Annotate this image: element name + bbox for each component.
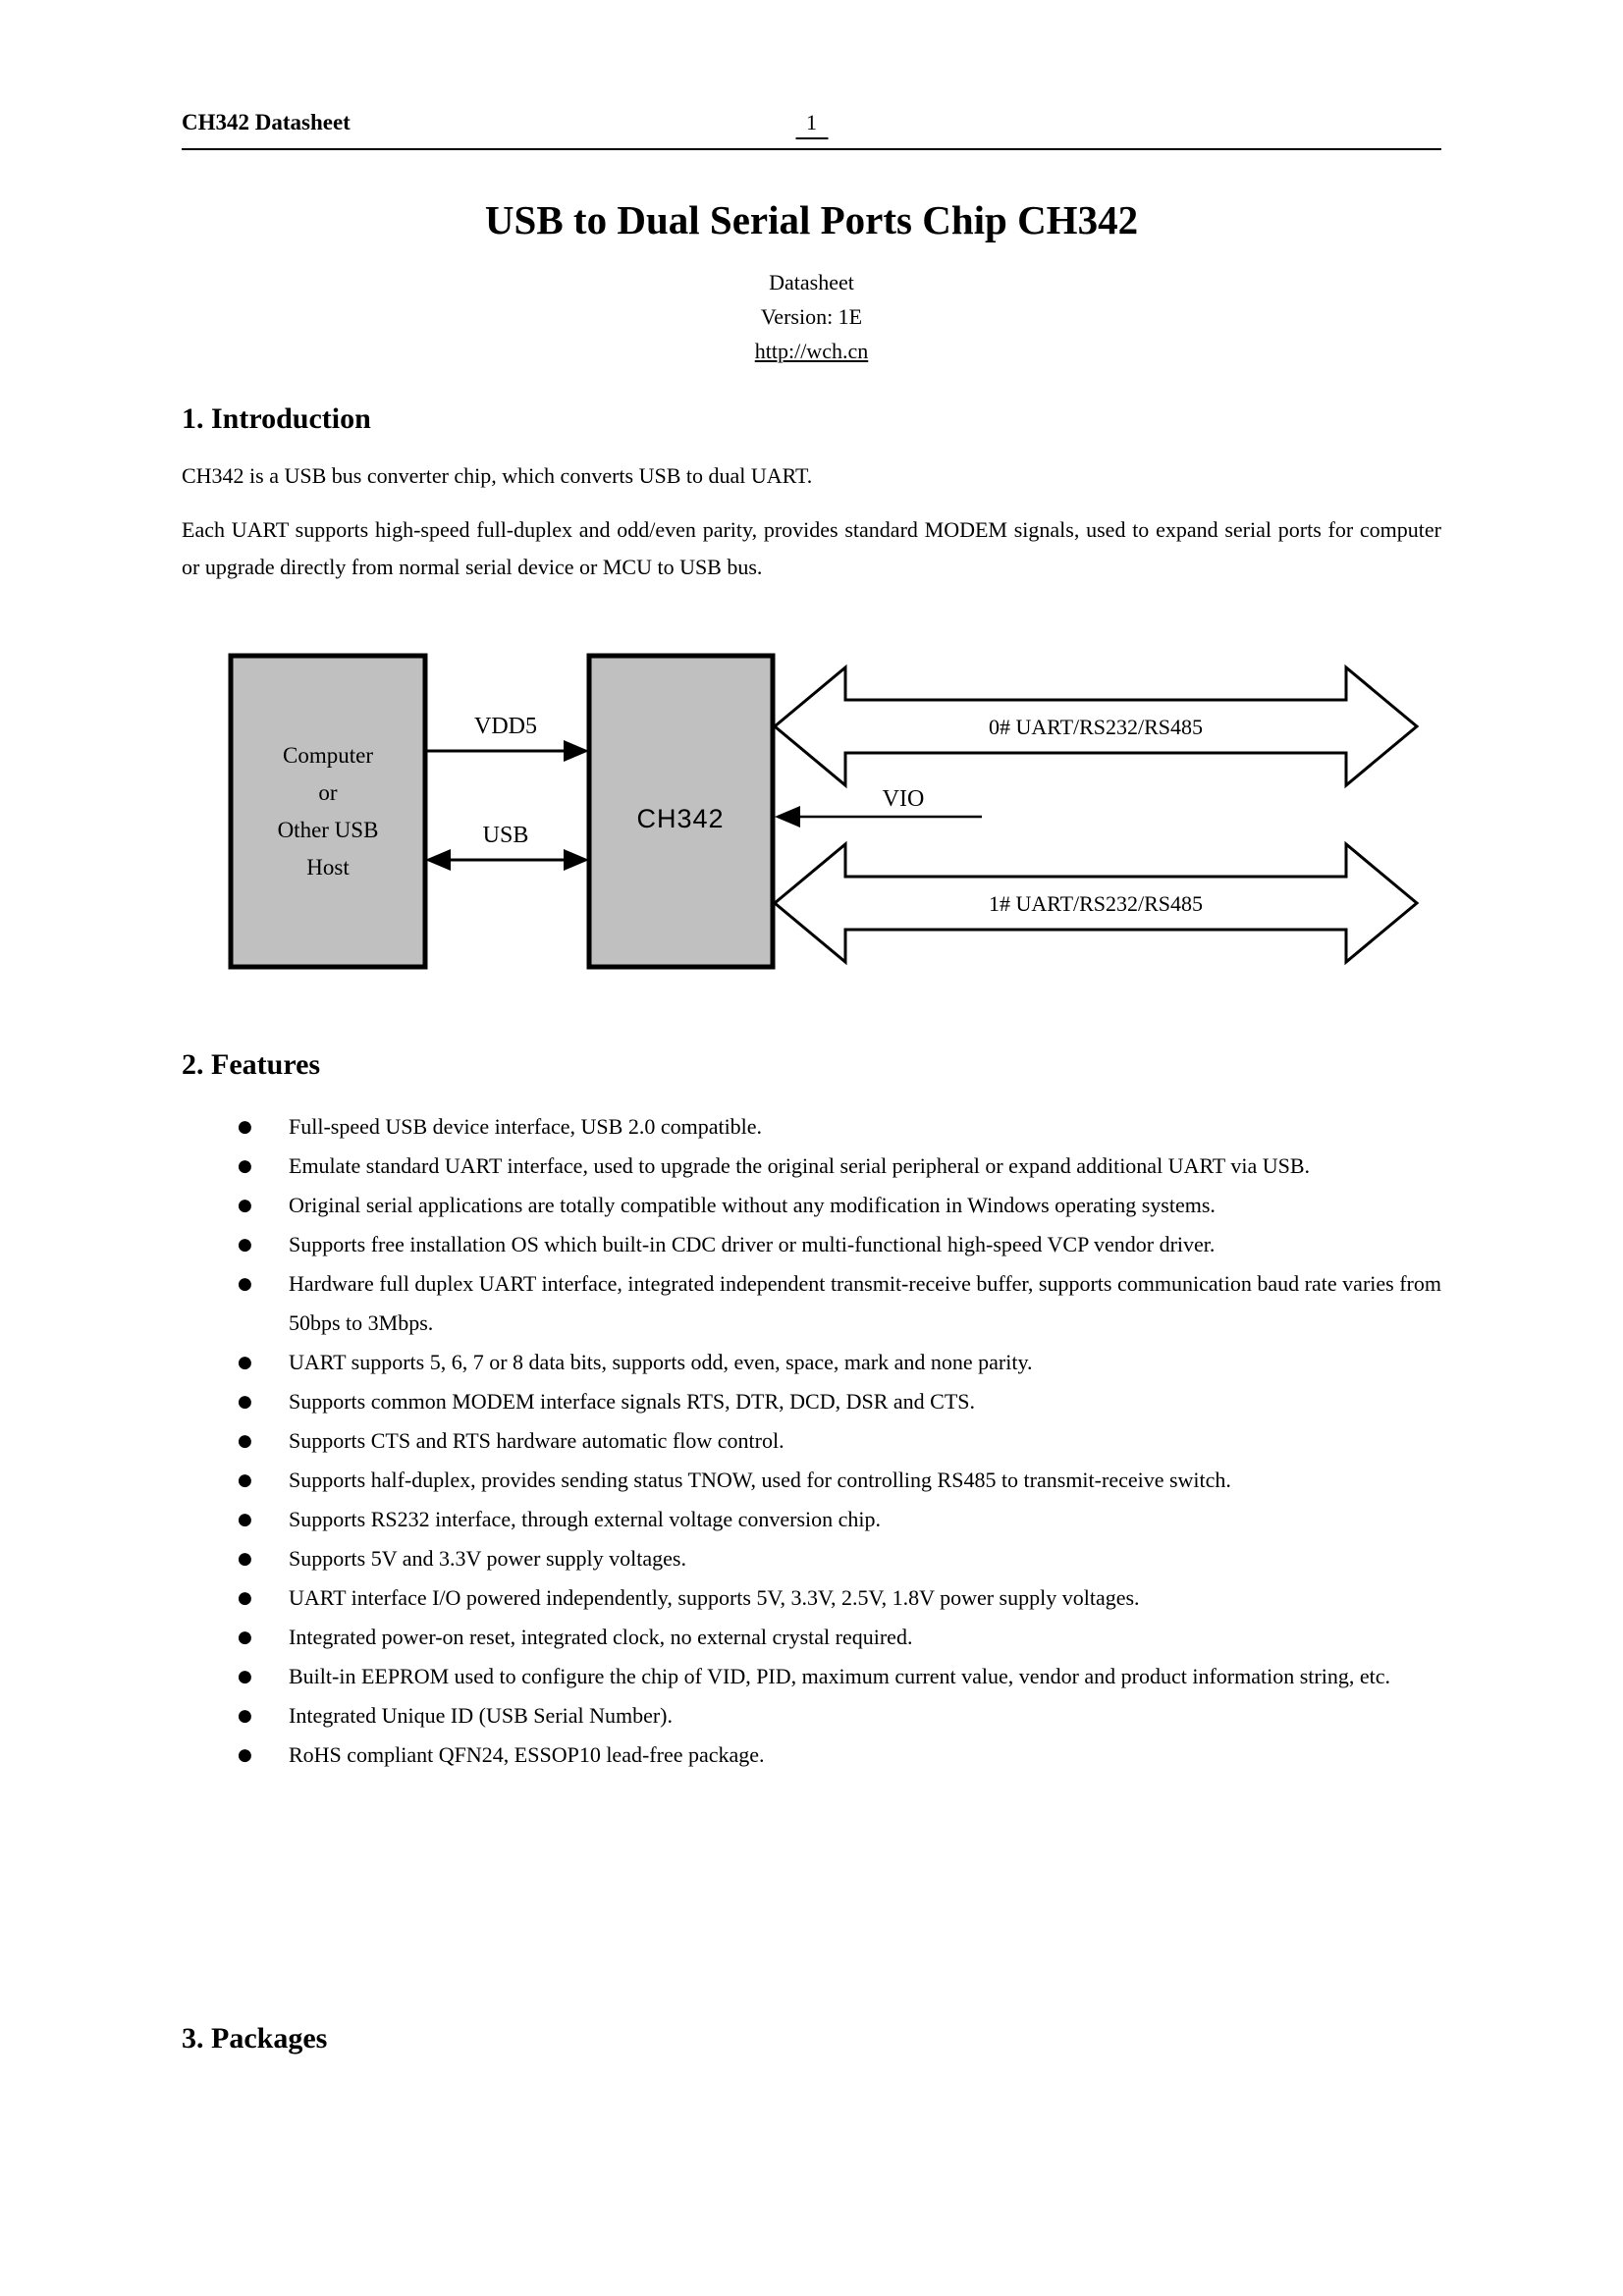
feature-text: Integrated power-on reset, integrated clock, no external crystal required. [289,1625,913,1649]
heading-features: 2. Features [182,1048,321,1081]
feature-text: Full-speed USB device interface, USB 2.0 compatible. [289,1114,763,1139]
feature-item [182,1186,1441,1225]
feature-text: Hardware full duplex UART interface, integrated independent transmit-receive buffer, supports communication baud rate varies from 50bps to 3Mbps. [289,1271,1441,1335]
feature-item [182,1539,1441,1578]
feature-item [182,1107,1441,1147]
feature-item [182,1421,1441,1461]
subtitle-datasheet: Datasheet [769,270,854,294]
bullet-icon: ● [238,1510,252,1529]
intro-paragraph-2: Each UART supports high-speed full-duplex and odd/even parity, provides standard MODEM signals, used to expand serial ports for computer or upgrade directly from normal serial device or MCU to USB bus. [182,517,1441,579]
feature-item [182,1696,1441,1735]
feature-text: Supports RS232 interface, through external voltage conversion chip. [289,1507,882,1531]
usb-label: USB [482,823,529,848]
vio-arrow [775,786,982,828]
bullet-icon: ● [238,1431,252,1451]
feature-text: Integrated Unique ID (USB Serial Number). [289,1703,674,1728]
feature-text: Emulate standard UART interface, used to upgrade the original serial peripheral or expand additional UART via USB. [289,1153,1311,1178]
subtitle-version: Version: 1E [760,304,863,329]
bullet-icon: ● [238,1156,252,1176]
heading-introduction: 1. Introduction [182,402,371,435]
subtitle-link-line [182,334,1441,368]
host-box-line4: Host [306,855,350,880]
bullet-icon: ● [238,1353,252,1372]
feature-item [182,1735,1441,1775]
uart1-arrow [775,844,1417,962]
bullet-icon: ● [238,1196,252,1215]
bullet-icon: ● [238,1274,252,1294]
bullet-icon: ● [238,1628,252,1647]
vio-label: VIO [882,786,925,812]
heading-packages: 3. Packages [182,2022,328,2055]
vdd5-arrow [425,714,589,762]
feature-text: UART supports 5, 6, 7 or 8 data bits, supports odd, even, space, mark and none parity. [289,1350,1033,1374]
feature-item [182,1264,1441,1343]
intro-paragraph-1: CH342 is a USB bus converter chip, which converts USB to dual UART. [182,463,813,488]
uart0-label: 0# UART/RS232/RS485 [988,715,1204,739]
chip-label: CH342 [636,804,725,833]
feature-item [182,1500,1441,1539]
feature-text: Supports 5V and 3.3V power supply voltages. [289,1546,686,1571]
feature-item [182,1147,1441,1186]
feature-item [182,1343,1441,1382]
feature-item [182,1618,1441,1657]
feature-text: Supports free installation OS which built-in CDC driver or multi-functional high-speed VCP vendor driver. [289,1232,1216,1256]
feature-item [182,1461,1441,1500]
feature-item [182,1225,1441,1264]
feature-item [182,1382,1441,1421]
host-box-line1: Computer [283,743,373,768]
bullet-icon: ● [238,1745,252,1765]
bullet-icon: ● [238,1706,252,1726]
feature-item [182,1578,1441,1618]
wch-link[interactable]: http://wch.cn [754,339,869,363]
header-rule [182,148,1441,150]
bullet-icon: ● [238,1235,252,1255]
bullet-icon: ● [238,1588,252,1608]
feature-text: Supports common MODEM interface signals RTS, DTR, DCD, DSR and CTS. [289,1389,975,1414]
feature-text: Built-in EEPROM used to configure the chip of VID, PID, maximum current value, vendor and product information string, etc. [289,1664,1390,1688]
subtitle-block [182,265,1441,368]
feature-text: UART interface I/O powered independently, supports 5V, 3.3V, 2.5V, 1.8V power supply voltages. [289,1585,1140,1610]
feature-item [182,1657,1441,1696]
usb-arrow [425,823,589,871]
document-title: USB to Dual Serial Ports Chip CH342 [484,197,1139,242]
bullet-icon: ● [238,1667,252,1686]
block-diagram [182,643,1441,1016]
usb-arrowhead-right-icon [564,849,589,871]
bullet-icon: ● [238,1470,252,1490]
uart1-label: 1# UART/RS232/RS485 [988,891,1204,916]
host-box-line2: or [318,780,338,805]
bullet-icon: ● [238,1117,252,1137]
vdd5-arrowhead-icon [564,740,589,762]
host-box [231,656,425,967]
feature-text: RoHS compliant QFN24, ESSOP10 lead-free package. [289,1742,765,1767]
bullet-icon: ● [238,1549,252,1569]
page-number: 1 [795,110,828,139]
vdd5-label: VDD5 [474,714,537,739]
vio-arrowhead-icon [775,806,800,828]
page-header [182,110,1441,143]
feature-text: Original serial applications are totally compatible without any modification in Windows operating systems. [289,1193,1216,1217]
header-doc-name: CH342 Datasheet [182,110,351,134]
feature-text: Supports CTS and RTS hardware automatic flow control. [289,1428,784,1453]
bullet-icon: ● [238,1392,252,1412]
uart0-arrow [775,667,1417,785]
usb-arrowhead-left-icon [425,849,451,871]
feature-text: Supports half-duplex, provides sending status TNOW, used for controlling RS485 to transmit-receive switch. [289,1468,1231,1492]
features-list [182,1107,1441,1775]
host-box-line3: Other USB [277,818,379,842]
